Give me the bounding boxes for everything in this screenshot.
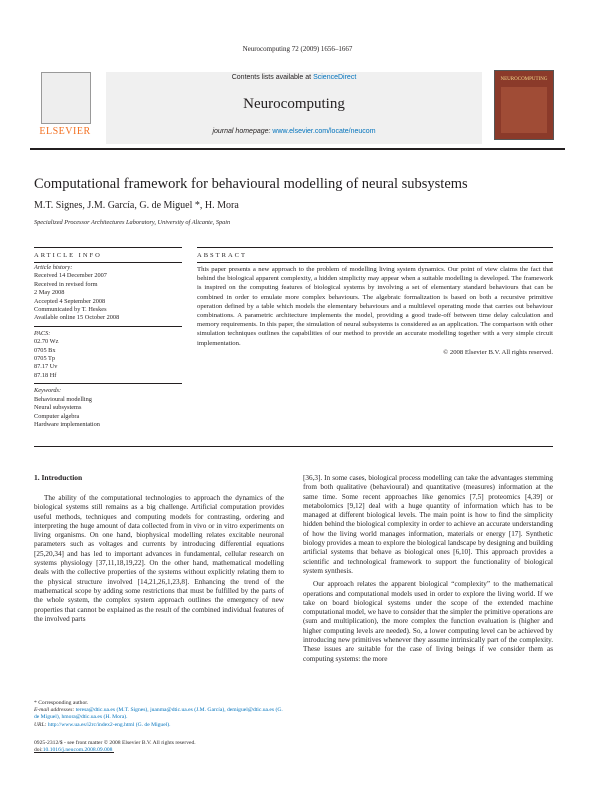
divider xyxy=(34,262,182,263)
paragraph: Our approach relates the apparent biological “complexity” to the mathematical operations and computational models used in order to explore the living world. If we take on board biological systems under the scope of the extended machine computational model, we have to consider that the simpler the primitive operations are (sum and multiplication), the more complex the function evaluation is (higher and higher computing levels are needed). So, a lower computing level can be achieved by introducing new primitives whenever they assume intrinsically part of the complexity. These issues are suitable for the case of living beings if we consider them as computing systems: the more xyxy=(303,580,553,663)
abstract-copyright: © 2008 Elsevier B.V. All rights reserved. xyxy=(443,348,553,356)
pacs-item: 87.17 Uv xyxy=(34,363,58,371)
sciencedirect-link[interactable]: ScienceDirect xyxy=(313,74,357,81)
publisher-name: ELSEVIER xyxy=(39,126,91,137)
section-heading-introduction: 1. Introduction xyxy=(34,473,83,482)
paragraph: [36,3]. In some cases, biological process modelling can take the advantages stemming from both qualitative (behavioural) and quantitative (measures) information at the same time. Some recent approaches like genomics [7,5] proteomics [4,39] or metabolomics [9,12] deal with a huge quantity of information which has to be managed at different biological levels. The main point is how to find the simplicity hidden behind the biological complexity in order to achieve an accurate understanding of how the living world manages information, materials or energy [17]. Synthetic biology provides a mean to explore the biological landscape by designing and building artificial systems that behave as biological ones [6,10]. This approach provides a scientific and technological framework to support the functionality of biological system synthesis. xyxy=(303,474,553,575)
divider xyxy=(34,383,182,384)
divider xyxy=(197,247,553,248)
abstract-heading: ABSTRACT xyxy=(197,252,247,259)
cover-title: NEUROCOMPUTING xyxy=(500,77,548,82)
article-title: Computational framework for behavioural modelling of neural subsystems xyxy=(34,176,468,192)
article-affiliation: Specialized Processor Architectures Laboratory, University of Alicante, Spain xyxy=(34,219,231,226)
history-item: Received in revised form xyxy=(34,280,98,288)
intro-left-column xyxy=(34,494,284,624)
journal-masthead xyxy=(106,72,482,144)
article-authors: M.T. Signes, J.M. García, G. de Miguel *, H. Mora xyxy=(34,200,239,211)
divider xyxy=(34,247,182,248)
issn-line: 0925-2312/$ - see front matter © 2008 Elsevier B.V. All rights reserved. xyxy=(34,740,196,746)
paragraph: The ability of the computational technologies to approach the dynamics of the biological systems still remains as a big challenge. Artificial computation provides useful methods, techniques and computing models for contrasting, ordering and interpreting the huge amount of data collected from in vivo or in vitro experiments on living organisms. On one hand, biophysical modelling relates excitable neuronal parameters such as voltages and currents by introducing differential equations [25,20,34] and has led to important advances in fundamental, cellular research on systems physiology [37,11,18,19,22]. On the other hand, mathematical modelling deals with the collective properties of the systems without explicitly relating them to the physical structure involved [14,21,26,1,23,8]. Enhancing the trend of the mathematical scope by adding some restrictions that must be fulfilled by the parts of the whole system, the complex system approach outlines the emergency of new properties that cannot be explained as the result of the combined individual features of the involved parts xyxy=(34,494,284,623)
history-item: Communicated by T. Heskes xyxy=(34,306,107,314)
keywords-label: Keywords: xyxy=(34,387,62,395)
cover-artwork xyxy=(501,87,547,133)
journal-title: Neurocomputing xyxy=(243,96,345,112)
abstract-text: This paper presents a new approach to the problem of modelling living system dynamics. Our point of view claims the fact that behind the biological apparent complexity, a hidden simplicity may appear when a suitable modelling is developed. The framework is inspired on the computing features of biological systems by involving a set of elementary standard behaviours that can be combined in order to emulate more complex behaviours. The algebraic formalization is based on both a recursive primitive operation defined by a table which models the elementary behaviours and a multilevel operating mode that carries out behaviour combinations. A parametric architecture implements the model, providing a good trade-off between time delay calculation and memory requirements. In this paper, the simulation of neural subsystems is considered as an application. The comparison with other simulation techniques outlines the capabilities of our method to provide an accurate modelling together with a very simple circuit implementation. xyxy=(197,266,553,347)
history-item: Accepted 4 September 2008 xyxy=(34,297,106,305)
keyword-item: Hardware implementation xyxy=(34,420,100,428)
footnote-emails: E-mail addresses: teresa@dtic.ua.es (M.T. Signes), juanma@dtic.ua.es (J.M. García), demiguel@dtic.ua.es (G. de Miguel), hmora@dtic.ua.es (H. Mora). xyxy=(34,707,283,721)
running-header: Neurocomputing 72 (2009) 1656–1667 xyxy=(242,45,353,53)
pacs-item: 0705 Bx xyxy=(34,346,56,354)
email-links[interactable]: teresa@dtic.ua.es (M.T. Signes), juanma@dtic.ua.es (J.M. García), demiguel@dtic.ua.es (G. de Miguel), hmora@dtic.ua.es (H. Mora). xyxy=(34,707,283,721)
pacs-item: 87.18 Hf xyxy=(34,371,57,379)
corresponding-author: * Corresponding author. xyxy=(34,700,89,706)
homepage-link[interactable]: www.elsevier.com/locate/neucom xyxy=(272,128,376,135)
contents-line: Contents lists available at ScienceDirect xyxy=(231,74,357,81)
divider xyxy=(197,262,553,263)
url-link[interactable]: http://www.ua.es/i2rc/index2-eng.html (G. de Miguel). xyxy=(47,721,171,728)
publisher-logo xyxy=(30,70,100,142)
abstract-body xyxy=(197,265,553,357)
footnotes xyxy=(34,700,284,729)
divider xyxy=(34,446,553,447)
footnote-url: URL: http://www.ua.es/i2rc/index2-eng.html (G. de Miguel). xyxy=(34,721,171,728)
doi-line: doi:10.1016/j.neucom.2008.09.008 xyxy=(34,747,113,754)
homepage-line: journal homepage: www.elsevier.com/locate/neucom xyxy=(212,128,376,135)
history-item: 2 May 2008 xyxy=(34,289,65,297)
keyword-item: Computer algebra xyxy=(34,412,80,420)
front-matter xyxy=(34,740,196,754)
article-info xyxy=(34,264,182,429)
article-info-heading: ARTICLE INFO xyxy=(34,252,102,259)
journal-cover-image xyxy=(494,70,554,140)
keyword-item: Neural subsystems xyxy=(34,404,82,412)
elsevier-tree-icon xyxy=(41,72,91,124)
pacs-label: PACS: xyxy=(34,329,51,337)
pacs-item: 02.70 Wz xyxy=(34,338,59,346)
history-label: Article history: xyxy=(34,264,73,271)
pacs-item: 0705 Tp xyxy=(34,355,56,363)
doi-link[interactable]: 10.1016/j.neucom.2008.09.008 xyxy=(42,747,113,754)
history-item: Available online 15 October 2008 xyxy=(34,314,120,322)
intro-right-column xyxy=(303,474,553,664)
keyword-item: Behavioural modelling xyxy=(34,395,92,403)
history-item: Received 14 December 2007 xyxy=(34,272,107,280)
divider xyxy=(34,326,182,327)
